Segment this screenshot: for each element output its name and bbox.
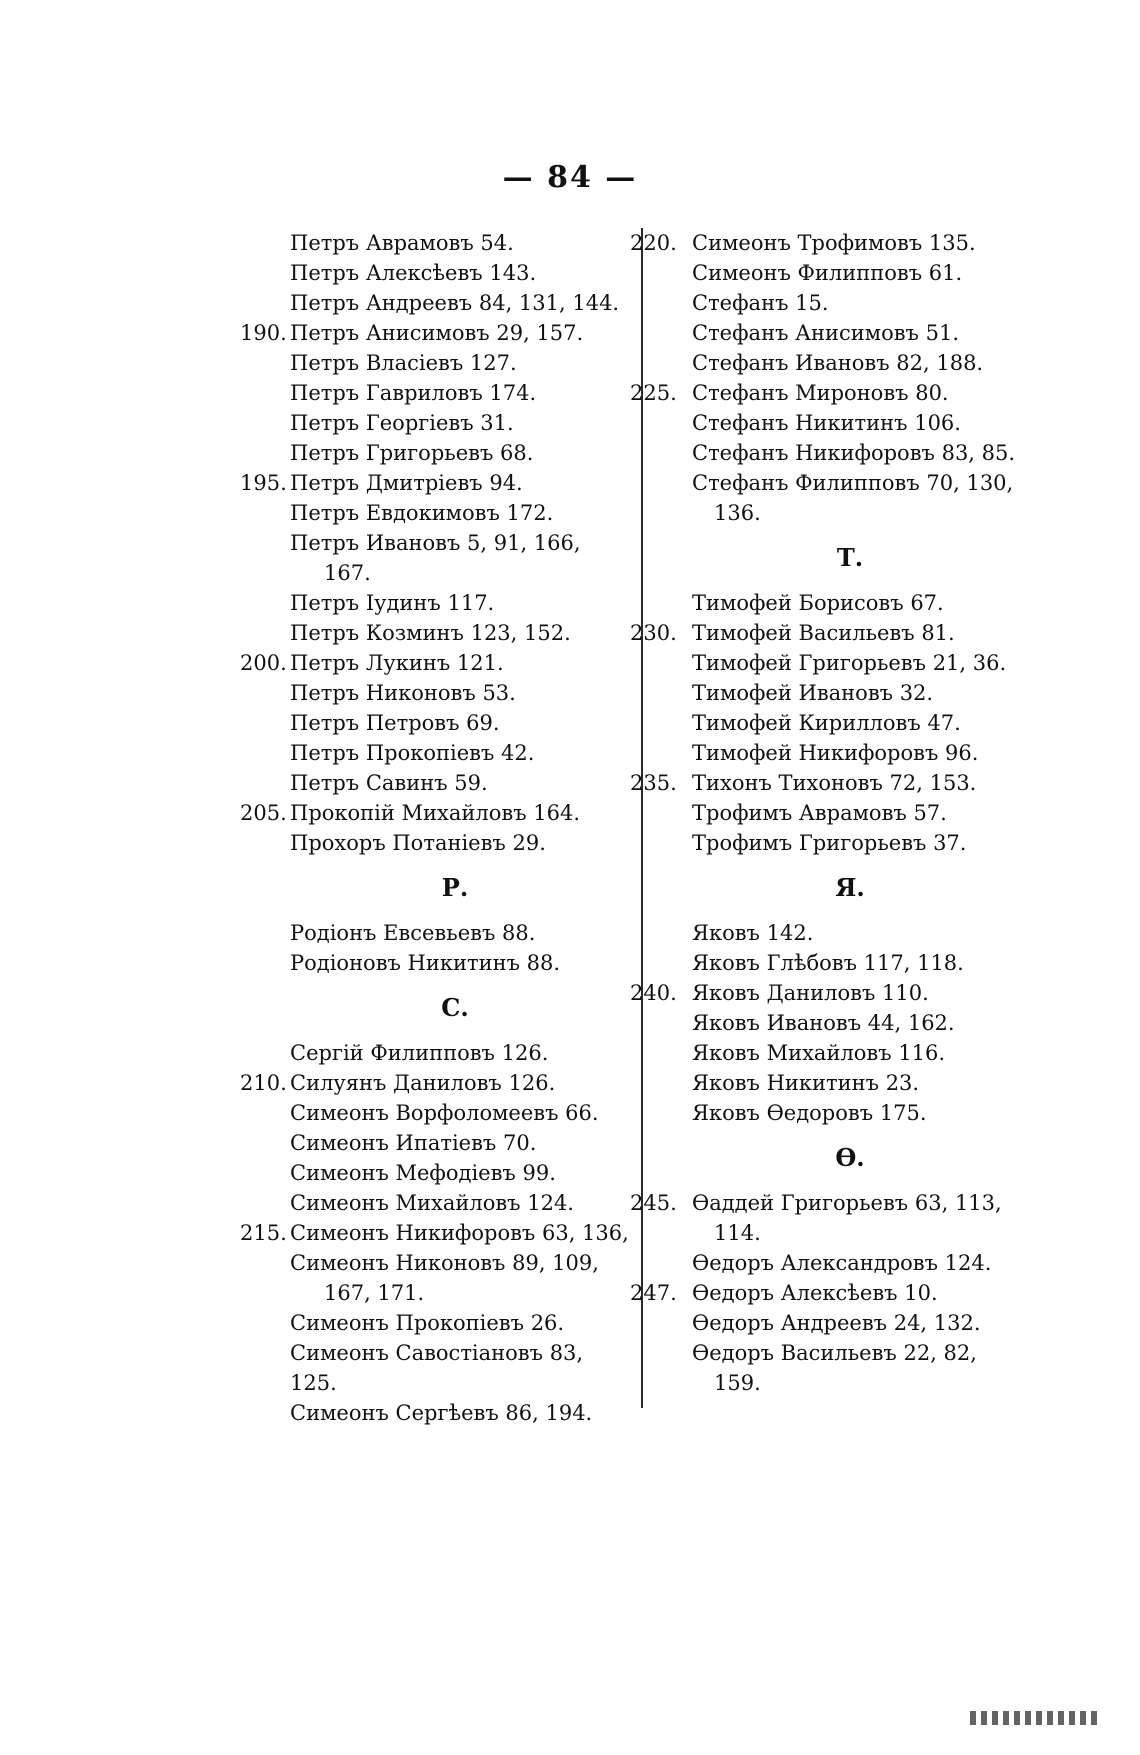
- page-references: 175.: [879, 1101, 927, 1125]
- person-name: Петръ Георгіевъ: [290, 411, 474, 435]
- entry-name: [692, 1308, 1030, 1338]
- person-name: Симеонъ Ворфоломеевъ: [290, 1101, 559, 1125]
- person-name: Ѳаддей Григорьевъ: [692, 1191, 909, 1215]
- entry-name: [692, 918, 1030, 948]
- entry-number: 195.: [240, 471, 287, 495]
- page-references: 88.: [502, 921, 536, 945]
- entry-name: [692, 318, 1030, 348]
- entry-name: [290, 408, 630, 438]
- index-entry: [630, 1308, 1030, 1338]
- person-name: Симеонъ Мефодіевъ: [290, 1161, 516, 1185]
- index-entry: [240, 948, 630, 978]
- entry-name: [290, 1218, 630, 1248]
- page-references: 22, 82,: [903, 1341, 977, 1365]
- person-name: Симеонъ Никифоровъ: [290, 1221, 536, 1245]
- page-references: 32.: [899, 681, 934, 705]
- person-name: Петръ Гавриловъ: [290, 381, 483, 405]
- page-references: 84, 131, 144.: [478, 291, 620, 315]
- page-references: 70, 130,: [926, 471, 1014, 495]
- page-references: 82, 188.: [896, 351, 984, 375]
- person-name: Симеонъ Трофимовъ: [692, 231, 923, 255]
- index-entry: [630, 1068, 1030, 1098]
- person-name: Стефанъ Никитинъ: [692, 411, 908, 435]
- page-references: 164.: [533, 801, 581, 825]
- person-name: Петръ Анисимовъ: [290, 321, 490, 345]
- left-column: [240, 228, 630, 1428]
- entry-name: [692, 378, 1030, 408]
- index-entry: [240, 258, 630, 288]
- entry-name: [290, 318, 630, 348]
- page-references: 31.: [480, 411, 514, 435]
- index-entry: [240, 918, 630, 948]
- section-letter-ya: Я.: [835, 873, 865, 902]
- person-name: Тимофей Никифоровъ: [692, 741, 939, 765]
- page-references: 126.: [508, 1071, 556, 1095]
- index-entry: [630, 318, 1030, 348]
- entry-name: [290, 468, 630, 498]
- entry-number: 220.: [630, 231, 677, 255]
- person-name: Симеонъ Савостіановъ: [290, 1341, 543, 1365]
- entry-name: [290, 258, 630, 288]
- entry-name: [290, 1248, 630, 1278]
- entry-name: [290, 678, 630, 708]
- page-references: 110.: [882, 981, 929, 1005]
- page-references: 88.: [526, 951, 561, 975]
- index-entry: [630, 438, 1030, 468]
- page-references: 44, 162.: [867, 1011, 955, 1035]
- page-references: 37.: [933, 831, 967, 855]
- person-name: Стефанъ Мироновъ: [692, 381, 909, 405]
- entry-number: 240.: [630, 981, 677, 1005]
- person-name: Симеонъ Филипповъ: [692, 261, 923, 285]
- person-name: Прохоръ Потаніевъ: [290, 831, 506, 855]
- page-references: 106.: [914, 411, 961, 435]
- index-entry: [240, 498, 630, 528]
- page-references: 81.: [921, 621, 955, 645]
- index-entry: [240, 1068, 630, 1098]
- index-entry: [630, 678, 1030, 708]
- index-entry: [630, 648, 1030, 678]
- index-entry: [630, 708, 1030, 738]
- entry-number: 205.: [240, 801, 287, 825]
- person-name: Петръ Аврамовъ: [290, 231, 474, 255]
- entry-group: [240, 588, 630, 858]
- person-name: Петръ Никоновъ: [290, 681, 476, 705]
- index-entry: [630, 798, 1030, 828]
- index-entry: [240, 348, 630, 378]
- index-entry: [630, 1008, 1030, 1038]
- entry-name: [290, 798, 630, 828]
- person-name: Яковъ Ѳедоровъ: [692, 1101, 874, 1125]
- person-name: Стефанъ: [692, 291, 789, 315]
- entry-name: [692, 1008, 1030, 1038]
- continuation-line: 159.: [714, 1371, 761, 1395]
- index-entry: [630, 258, 1030, 288]
- entry-name: [290, 528, 630, 558]
- entry-number: 247.: [630, 1281, 677, 1305]
- page-references: 24, 132.: [893, 1311, 981, 1335]
- person-name: Симеонъ Сергѣевъ: [290, 1401, 499, 1425]
- person-name: Петръ Прокопіевъ: [290, 741, 495, 765]
- entry-name: [290, 618, 630, 648]
- page-references: 80.: [915, 381, 949, 405]
- page-references: 63, 136,: [541, 1221, 629, 1245]
- person-name: Петръ Петровъ: [290, 711, 460, 735]
- entry-name: [290, 1188, 630, 1218]
- person-name: Стефанъ Никифоровъ: [692, 441, 935, 465]
- entry-name: [692, 1248, 1030, 1278]
- person-name: Тимофей Васильевъ: [692, 621, 915, 645]
- person-name: Ѳедоръ Васильевъ: [692, 1341, 897, 1365]
- continuation-line: 136.: [714, 501, 761, 525]
- index-entry: [240, 1098, 630, 1128]
- index-entry: [630, 1338, 1030, 1368]
- index-entry: [240, 528, 630, 558]
- index-entry: [630, 288, 1030, 318]
- page-references: 135.: [928, 231, 976, 255]
- person-name: Петръ Ивановъ: [290, 531, 461, 555]
- index-entry: [240, 318, 630, 348]
- index-entry: [630, 738, 1030, 768]
- entry-name: [692, 978, 1030, 1008]
- page-references: 29, 157.: [496, 321, 584, 345]
- person-name: Родіоновъ Никитинъ: [290, 951, 520, 975]
- page-references: 21, 36.: [932, 651, 1007, 675]
- index-entry: [240, 1188, 630, 1218]
- entry-name: [692, 948, 1030, 978]
- entry-name: [290, 378, 630, 408]
- entry-name: [692, 1188, 1030, 1218]
- page-number: — 84 —: [502, 160, 638, 195]
- person-name: Петръ Козминъ: [290, 621, 464, 645]
- page-references: 54.: [480, 231, 514, 255]
- index-entry: [240, 1128, 630, 1158]
- section-letter-t: Т.: [836, 543, 864, 572]
- continuation-line: 167, 171.: [324, 1281, 425, 1305]
- page-references: 57.: [913, 801, 947, 825]
- index-entry: [240, 378, 630, 408]
- index-entry: [240, 618, 630, 648]
- entry-name: [692, 798, 1030, 828]
- person-name: Симеонъ Прокопіевъ: [290, 1311, 524, 1335]
- page-references: 47.: [927, 711, 961, 735]
- index-entry: [240, 1218, 630, 1248]
- page-references: 96.: [945, 741, 979, 765]
- index-entry: [240, 678, 630, 708]
- person-name: Ѳедоръ Алексѣевъ: [692, 1281, 898, 1305]
- entry-group: [630, 918, 1030, 1128]
- entry-name: [692, 618, 1030, 648]
- entry-name: [692, 648, 1030, 678]
- index-entry: [240, 738, 630, 768]
- entry-name: [290, 228, 630, 258]
- index-entry: [240, 228, 630, 258]
- index-entry: [630, 1098, 1030, 1128]
- person-name: Тимофей Григорьевъ: [692, 651, 926, 675]
- continuation-line: 114.: [714, 1221, 761, 1245]
- person-name: Петръ Алексѣевъ: [290, 261, 483, 285]
- entry-group: [240, 228, 630, 558]
- index-entry: [240, 1308, 630, 1338]
- index-entry: [630, 948, 1030, 978]
- entry-name: [692, 258, 1030, 288]
- person-name: Яковъ Ивановъ: [692, 1011, 862, 1035]
- entry-name: [290, 1338, 630, 1398]
- entry-name: [290, 288, 630, 318]
- person-name: Петръ Евдокимовъ: [290, 501, 500, 525]
- entry-name: [692, 1098, 1030, 1128]
- page-references: 15.: [795, 291, 829, 315]
- page-references: 126.: [501, 1041, 549, 1065]
- person-name: Ѳедоръ Александровъ: [692, 1251, 938, 1275]
- index-entry: [240, 588, 630, 618]
- entry-name: [692, 438, 1030, 468]
- section-letter-f: Ѳ.: [835, 1143, 865, 1172]
- index-entry: [240, 1158, 630, 1188]
- page-references: 67.: [910, 591, 944, 615]
- entry-name: [692, 348, 1030, 378]
- person-name: Тимофей Борисовъ: [692, 591, 904, 615]
- index-entry: [240, 648, 630, 678]
- entry-name: [290, 768, 630, 798]
- index-entry: [240, 1398, 630, 1428]
- person-name: Силуянъ Даниловъ: [290, 1071, 502, 1095]
- entry-name: [290, 738, 630, 768]
- entry-name: [290, 648, 630, 678]
- entry-number: 245.: [630, 1191, 677, 1215]
- entry-name: [290, 588, 630, 618]
- index-entry: [630, 768, 1030, 798]
- section-letter-r: Р.: [441, 873, 469, 902]
- person-name: Трофимъ Аврамовъ: [692, 801, 907, 825]
- page-references: 117.: [447, 591, 495, 615]
- person-name: Симеонъ Михайловъ: [290, 1191, 521, 1215]
- entry-name: [290, 1128, 630, 1158]
- page-references: 174.: [489, 381, 537, 405]
- entry-name: [692, 1038, 1030, 1068]
- entry-name: [290, 1308, 630, 1338]
- entry-group: [630, 588, 1030, 858]
- entry-number: 225.: [630, 381, 677, 405]
- page-references: 127.: [469, 351, 517, 375]
- page-references: 26.: [530, 1311, 565, 1335]
- entry-name: [692, 288, 1030, 318]
- person-name: Родіонъ Евсевьевъ: [290, 921, 496, 945]
- entry-name: [290, 348, 630, 378]
- index-entry: [630, 468, 1030, 498]
- entry-name: [290, 918, 630, 948]
- right-column: [630, 228, 1030, 1398]
- index-entry: [240, 1248, 630, 1278]
- page-references: 29.: [512, 831, 546, 855]
- page-references: 53.: [482, 681, 516, 705]
- page-references: 86, 194.: [505, 1401, 593, 1425]
- index-entry: [240, 828, 630, 858]
- entry-name: [692, 708, 1030, 738]
- page-references: 143.: [489, 261, 537, 285]
- index-entry: [630, 978, 1030, 1008]
- section-letter-s: С.: [441, 993, 469, 1022]
- person-name: Прокопій Михайловъ: [290, 801, 527, 825]
- entry-group: [630, 228, 1030, 498]
- page-references: 51.: [925, 321, 960, 345]
- entry-number: 230.: [630, 621, 677, 645]
- person-name: Сергій Филипповъ: [290, 1041, 495, 1065]
- person-name: Стефанъ Анисимовъ: [692, 321, 919, 345]
- entry-name: [290, 438, 630, 468]
- scan-artifact: [970, 1711, 1100, 1725]
- entry-name: [290, 828, 630, 858]
- person-name: Стефанъ Ивановъ: [692, 351, 890, 375]
- entry-name: [692, 1068, 1030, 1098]
- person-name: Стефанъ Филипповъ: [692, 471, 920, 495]
- page-references: 83, 125.: [290, 1341, 584, 1395]
- entry-number: 215.: [240, 1221, 287, 1245]
- index-entry: [630, 1278, 1030, 1308]
- entry-name: [290, 1038, 630, 1068]
- index-entry: [630, 1248, 1030, 1278]
- entry-name: [692, 1338, 1030, 1368]
- page-references: 68.: [500, 441, 534, 465]
- person-name: Тимофей Ивановъ: [692, 681, 893, 705]
- person-name: Тихонъ Тихоновъ: [692, 771, 883, 795]
- entry-group: [240, 918, 630, 978]
- person-name: Яковъ Даниловъ: [692, 981, 876, 1005]
- entry-name: [290, 708, 630, 738]
- index-entry: [630, 1038, 1030, 1068]
- index-entry: [240, 468, 630, 498]
- entry-number: 200.: [240, 651, 287, 675]
- index-entry: [240, 708, 630, 738]
- entry-number: 235.: [630, 771, 677, 795]
- person-name: Петръ Савинъ: [290, 771, 448, 795]
- page-references: 23.: [885, 1071, 920, 1095]
- entry-name: [692, 408, 1030, 438]
- page-references: 10.: [904, 1281, 938, 1305]
- person-name: Тимофей Кирилловъ: [692, 711, 921, 735]
- entry-number: 190.: [240, 321, 287, 345]
- index-entry: [240, 438, 630, 468]
- index-entry: [630, 588, 1030, 618]
- index-entry: [240, 408, 630, 438]
- entry-group: [240, 1308, 630, 1428]
- entry-name: [692, 768, 1030, 798]
- entry-name: [692, 738, 1030, 768]
- page-references: 69.: [466, 711, 500, 735]
- page-references: 72, 153.: [889, 771, 977, 795]
- index-entry: [630, 408, 1030, 438]
- continuation-line: 167.: [324, 561, 371, 585]
- entry-name: [692, 228, 1030, 258]
- index-entry: [240, 288, 630, 318]
- page-references: 99.: [522, 1161, 556, 1185]
- index-entry: [630, 1188, 1030, 1218]
- entry-group: [630, 1188, 1030, 1218]
- index-entry: [630, 348, 1030, 378]
- page-references: 70.: [502, 1131, 537, 1155]
- entry-group: [240, 1038, 630, 1278]
- person-name: Яковъ: [692, 921, 760, 945]
- index-entry: [240, 1038, 630, 1068]
- entry-group: [630, 1248, 1030, 1368]
- entry-name: [290, 1398, 630, 1428]
- person-name: Яковъ Михайловъ: [692, 1041, 892, 1065]
- entry-name: [692, 468, 1030, 498]
- page-references: 66.: [565, 1101, 599, 1125]
- entry-name: [290, 1158, 630, 1188]
- entry-name: [692, 588, 1030, 618]
- entry-name: [290, 1098, 630, 1128]
- page-references: 59.: [454, 771, 488, 795]
- index-entry: [240, 1338, 630, 1398]
- index-entry: [630, 618, 1030, 648]
- page-references: 124.: [944, 1251, 992, 1275]
- index-entry: [240, 768, 630, 798]
- page-references: 117, 118.: [863, 951, 964, 975]
- person-name: Трофимъ Григорьевъ: [692, 831, 927, 855]
- person-name: Яковъ Глѣбовъ: [692, 951, 857, 975]
- entry-number: 210.: [240, 1071, 287, 1095]
- index-entry: [630, 228, 1030, 258]
- page-references: 124.: [527, 1191, 574, 1215]
- index-entry: [630, 828, 1030, 858]
- page-references: 61.: [928, 261, 963, 285]
- page-references: 121.: [456, 651, 504, 675]
- person-name: Яковъ Никитинъ: [692, 1071, 879, 1095]
- entry-name: [692, 1278, 1030, 1308]
- page-references: 94.: [489, 471, 523, 495]
- index-entry: [630, 378, 1030, 408]
- person-name: Петръ Лукинъ: [290, 651, 451, 675]
- entry-name: [290, 1068, 630, 1098]
- person-name: Симеонъ Никоновъ: [290, 1251, 506, 1275]
- person-name: Петръ Андреевъ: [290, 291, 473, 315]
- entry-name: [290, 498, 630, 528]
- person-name: Ѳедоръ Андреевъ: [692, 1311, 888, 1335]
- person-name: Петръ Григорьевъ: [290, 441, 494, 465]
- index-entry: [240, 798, 630, 828]
- entry-name: [692, 828, 1030, 858]
- person-name: Петръ Іудинъ: [290, 591, 441, 615]
- page-references: 116.: [898, 1041, 946, 1065]
- page-references: 42.: [501, 741, 535, 765]
- page-references: 63, 113,: [914, 1191, 1002, 1215]
- entry-name: [692, 678, 1030, 708]
- page-references: 172.: [506, 501, 554, 525]
- index-entry: [630, 918, 1030, 948]
- page-references: 5, 91, 166,: [467, 531, 581, 555]
- page-references: 89, 109,: [512, 1251, 599, 1275]
- person-name: Петръ Власіевъ: [290, 351, 464, 375]
- page-references: 142.: [766, 921, 814, 945]
- person-name: Симеонъ Ипатіевъ: [290, 1131, 497, 1155]
- page-references: 83, 85.: [941, 441, 1016, 465]
- entry-name: [290, 948, 630, 978]
- page-references: 123, 152.: [470, 621, 571, 645]
- person-name: Петръ Дмитріевъ: [290, 471, 483, 495]
